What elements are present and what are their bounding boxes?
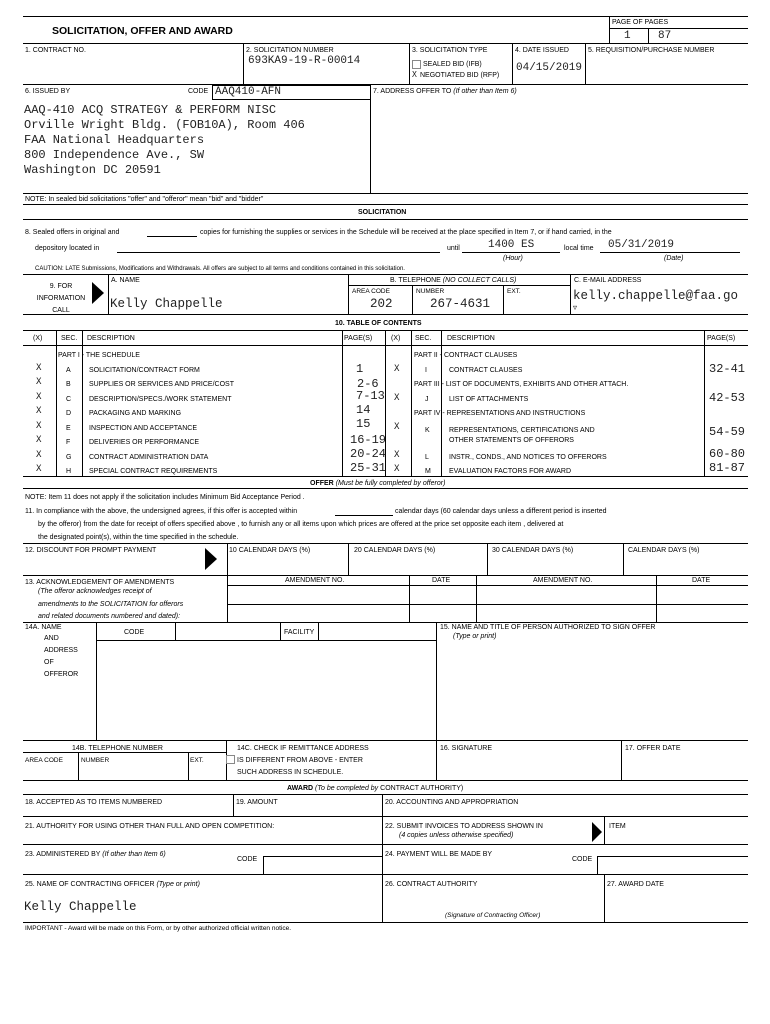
- toc-check-j[interactable]: X: [394, 393, 400, 403]
- date-issued-label: 4. DATE ISSUED: [515, 47, 569, 54]
- email-address[interactable]: kelly.chappelle@faa.go: [573, 289, 739, 303]
- contract-no-label: 1. CONTRACT NO.: [25, 47, 86, 54]
- toc-desc-e: INSPECTION AND ACCEPTANCE: [89, 425, 198, 432]
- toc-check-a[interactable]: X: [36, 363, 42, 373]
- toc-part-3: PART III - LIST OF DOCUMENTS, EXHIBITS AND OTHER ATTACH.: [414, 381, 629, 388]
- ack-note-3: and related documents numbered and dated):: [38, 613, 181, 620]
- toc-desc-l: INSTR., CONDS., AND NOTICES TO OFFERORS: [449, 454, 607, 461]
- negotiated-bid-label: NEGOTIATED BID (RFP): [420, 72, 500, 79]
- toc-sec-a: A: [66, 367, 71, 374]
- depository-field[interactable]: [117, 252, 440, 253]
- offer-heading: OFFER (Must be fully completed by offeror): [310, 480, 446, 487]
- toc-check-m[interactable]: X: [394, 464, 400, 474]
- acceptance-days-field[interactable]: [335, 515, 393, 516]
- item11-note: NOTE: Item 11 does not apply if the solicitation includes Minimum Bid Acceptance Period .: [25, 494, 305, 501]
- item11-text-b: calendar days (60 calendar days unless a different period is inserted: [395, 508, 607, 515]
- toc-col-desc-left: DESCRIPTION: [87, 335, 135, 342]
- offer-to-label: 7. ADDRESS OFFER TO (If other than Item 6): [373, 88, 517, 95]
- sealed-bid-note: NOTE: In sealed bid solicitations "offer" and "offeror" mean "bid" and "bidder": [25, 196, 264, 203]
- important-note: IMPORTANT - Award will be made on this Form, or by other authorized official written notice.: [25, 925, 292, 932]
- toc-pages-f: 16-19: [350, 433, 387, 447]
- pointer-arrow-icon: [92, 282, 104, 304]
- toc-pages-d: 14: [356, 403, 371, 417]
- address-line-5: Washington DC 20591: [24, 163, 161, 177]
- toc-pages-h: 25-31: [350, 461, 387, 475]
- toc-desc-k: REPRESENTATIONS, CERTIFICATIONS AND: [449, 427, 595, 434]
- email-label: C. E-MAIL ADDRESS: [574, 277, 642, 284]
- local-time-underline: [600, 252, 740, 253]
- toc-col-pages-right: PAGE(S): [707, 335, 736, 342]
- date-issued[interactable]: 04/15/2019: [516, 62, 583, 74]
- contracting-officer-name[interactable]: Kelly Chappelle: [24, 900, 137, 914]
- page-number: 1: [624, 30, 631, 42]
- toc-col-desc-right: DESCRIPTION: [447, 335, 495, 342]
- toc-sec-c: C: [66, 396, 72, 403]
- for-information-label: 9. FOR INFORMATION CALL: [36, 283, 86, 314]
- toc-sec-j: J: [425, 396, 429, 403]
- item21-label: 21. AUTHORITY FOR USING OTHER THAN FULL AND OPEN COMPETITION:: [25, 823, 275, 830]
- item14c-label-1: 14C. CHECK IF REMITTANCE ADDRESS: [237, 745, 369, 752]
- discount-30-days[interactable]: 30 CALENDAR DAYS (%): [492, 547, 574, 554]
- item23-label: 23. ADMINISTERED BY (If other than Item 6): [25, 851, 166, 858]
- solicitation-number[interactable]: 693KA9-19-R-00014: [248, 55, 361, 67]
- until-label: until: [447, 245, 460, 252]
- item8-text-b: copies for furnishing the supplies or services in the Schedule will be received at the place specified in Item 7, or if hand carried, in the: [200, 229, 612, 236]
- ext-label: EXT.: [507, 288, 521, 295]
- hour-caption: (Hour): [503, 255, 523, 262]
- ack-note-1: (The offeror acknowledges receipt of: [38, 588, 152, 595]
- amendment-date-col-1: DATE: [432, 577, 451, 584]
- toc-sec-h: H: [66, 468, 72, 475]
- contact-name[interactable]: Kelly Chappelle: [110, 297, 223, 311]
- toc-part-4: PART IV - REPRESENTATIONS AND INSTRUCTIONS: [414, 410, 586, 417]
- toc-check-f[interactable]: X: [36, 435, 42, 445]
- sealed-bid-label: SEALED BID (IFB): [423, 61, 482, 68]
- toc-desc-j: LIST OF ATTACHMENTS: [449, 396, 529, 403]
- date-caption: (Date): [664, 255, 684, 262]
- toc-pages-i: 32-41: [709, 362, 746, 376]
- caution-text: CAUTION: LATE Submissions, Modifications and Withdrawals. All offers are subject to all terms and conditions contained in this solicitation.: [35, 266, 405, 272]
- item15-label: 15. NAME AND TITLE OF PERSON AUTHORIZED TO SIGN OFFER: [440, 624, 656, 631]
- toc-check-k[interactable]: X: [394, 422, 400, 432]
- item22-note: (4 copies unless otherwise specified): [399, 832, 514, 839]
- facility-label: FACILITY: [284, 629, 315, 636]
- page-of-pages-label: PAGE OF PAGES: [612, 19, 669, 26]
- item14b-area-code: AREA CODE: [25, 757, 63, 764]
- toc-check-l[interactable]: X: [394, 450, 400, 460]
- negotiated-bid-checkbox[interactable]: X: [412, 70, 417, 79]
- award-heading: AWARD (To be completed by CONTRACT AUTHORITY): [287, 785, 464, 792]
- toc-desc-g: CONTRACT ADMINISTRATION DATA: [89, 454, 209, 461]
- toc-pages-c: 7-13: [356, 389, 385, 403]
- toc-sec-g: G: [66, 454, 72, 461]
- solicitation-number-label: 2. SOLICITATION NUMBER: [246, 47, 334, 54]
- item22-item-label: ITEM: [609, 823, 626, 830]
- item22-label: 22. SUBMIT INVOICES TO ADDRESS SHOWN IN: [385, 823, 543, 830]
- toc-desc-m: EVALUATION FACTORS FOR AWARD: [449, 468, 571, 475]
- toc-sec-k: K: [425, 427, 430, 434]
- solicitation-type-label: 3. SOLICITATION TYPE: [412, 47, 488, 54]
- offeror-name-label-3: ADDRESS: [44, 647, 78, 654]
- toc-heading: 10. TABLE OF CONTENTS: [335, 320, 422, 327]
- offeror-name-label-4: OF: [44, 659, 54, 666]
- address-line-2: Orville Wright Bldg. (FOB10A), Room 406: [24, 118, 305, 132]
- toc-check-b[interactable]: X: [36, 377, 42, 387]
- issued-by-label: 6. ISSUED BY: [25, 88, 71, 95]
- offeror-code-label: CODE: [124, 629, 145, 636]
- local-time-label: local time: [564, 245, 594, 252]
- sealed-bid-checkbox[interactable]: [412, 60, 421, 69]
- requisition-label: 5. REQUISITION/PURCHASE NUMBER: [588, 47, 715, 54]
- amendment-date-col-2: DATE: [692, 577, 711, 584]
- ack-label: 13. ACKNOWLEDGEMENT OF AMENDMENTS: [25, 579, 175, 586]
- toc-sec-i: I: [425, 367, 427, 374]
- toc-sec-e: E: [66, 425, 71, 432]
- phone-number[interactable]: 267-4631: [430, 297, 491, 311]
- discount-arrow-icon: [205, 548, 217, 570]
- item24-label: 24. PAYMENT WILL BE MADE BY: [385, 851, 493, 858]
- remittance-checkbox[interactable]: [226, 755, 235, 764]
- discount-10-days[interactable]: 10 CALENDAR DAYS (%): [229, 547, 311, 554]
- toc-sec-d: D: [66, 410, 72, 417]
- toc-check-h[interactable]: X: [36, 464, 42, 474]
- toc-col-sec-left: SEC.: [61, 335, 78, 342]
- toc-col-sec-right: SEC.: [415, 335, 432, 342]
- toc-pages-j: 42-53: [709, 391, 746, 405]
- offeror-address-field[interactable]: [98, 642, 434, 738]
- toc-col-pages-left: PAGE(S): [344, 335, 373, 342]
- address-line-1: AAQ-410 ACQ STRATEGY & PERFORM NISC: [24, 103, 277, 117]
- toc-col-x-left: (X): [33, 335, 43, 342]
- total-pages: 87: [658, 30, 672, 42]
- discount-label: 12. DISCOUNT FOR PROMPT PAYMENT: [25, 547, 157, 554]
- ack-note-2: amendments to the SOLICITATION for offerors: [38, 601, 184, 608]
- area-code-label: AREA CODE: [352, 288, 390, 295]
- toc-desc-a: SOLICITATION/CONTRACT FORM: [89, 367, 200, 374]
- item24-code-label: CODE: [572, 856, 593, 863]
- item14b-ext: EXT.: [190, 757, 204, 764]
- toc-sec-b: B: [66, 381, 71, 388]
- issued-code[interactable]: AAQ410-AFN: [215, 86, 282, 98]
- toc-part-2: PART II - CONTRACT CLAUSES: [414, 352, 518, 359]
- toc-pages-g: 20-24: [350, 447, 387, 461]
- item23-code-label: CODE: [237, 856, 258, 863]
- item20-label: 20. ACCOUNTING AND APPROPRIATION: [385, 799, 519, 806]
- toc-pages-e: 15: [356, 417, 371, 431]
- toc-check-d[interactable]: X: [36, 406, 42, 416]
- receipt-date[interactable]: 05/31/2019: [608, 239, 675, 251]
- toc-desc-k-2: OTHER STATEMENTS OF OFFERORS: [449, 437, 574, 444]
- signature-caption: (Signature of Contracting Officer): [445, 912, 541, 919]
- item17-offer-date: 17. OFFER DATE: [625, 745, 681, 752]
- email-dropdown-icon[interactable]: ▿: [573, 303, 578, 312]
- item26-label: 26. CONTRACT AUTHORITY: [385, 881, 478, 888]
- toc-check-c[interactable]: X: [36, 392, 42, 402]
- item11-text-a: 11. In compliance with the above, the undersigned agrees, if this offer is accepted within: [25, 508, 298, 515]
- item25-label: 25. NAME OF CONTRACTING OFFICER (Type or print): [25, 881, 200, 888]
- item15-note: (Type or print): [453, 633, 497, 640]
- toc-part-1: PART I - THE SCHEDULE: [58, 352, 140, 359]
- contact-name-label: A. NAME: [111, 277, 140, 284]
- form-title: SOLICITATION, OFFER AND AWARD: [52, 25, 233, 37]
- toc-check-e[interactable]: X: [36, 421, 42, 431]
- item14c-label-2: IS DIFFERENT FROM ABOVE - ENTER: [237, 757, 363, 764]
- item8-text-a: 8. Sealed offers in original and: [25, 229, 120, 236]
- toc-desc-i: CONTRACT CLAUSES: [449, 367, 523, 374]
- depository-label: depository located in: [35, 245, 100, 252]
- item14c-label-3: SUCH ADDRESS IN SCHEDULE.: [237, 769, 344, 776]
- item19-label: 19. AMOUNT: [236, 799, 278, 806]
- area-code[interactable]: 202: [370, 297, 393, 311]
- item11-text-c: by the offeror) from the date for receipt of offers specified above , to furnish any or all items upon which prices are offered at the price set opposite each item , delivered at: [38, 521, 564, 528]
- copies-field[interactable]: [147, 236, 197, 237]
- amendment-no-col-1: AMENDMENT NO.: [285, 577, 345, 584]
- discount-calendar-days[interactable]: CALENDAR DAYS (%): [628, 547, 700, 554]
- toc-pages-m: 81-87: [709, 461, 746, 475]
- toc-check-g[interactable]: X: [36, 450, 42, 460]
- toc-desc-h: SPECIAL CONTRACT REQUIREMENTS: [89, 468, 218, 475]
- toc-pages-k: 54-59: [709, 425, 746, 439]
- telephone-label: B. TELEPHONE (NO COLLECT CALLS): [390, 277, 517, 284]
- toc-desc-b: SUPPLIES OR SERVICES AND PRICE/COST: [89, 381, 234, 388]
- amendment-no-col-2: AMENDMENT NO.: [533, 577, 593, 584]
- item14b-number: NUMBER: [81, 757, 110, 764]
- toc-sec-f: F: [66, 439, 71, 446]
- item11-text-d: the designated point(s), within the time specified in the schedule.: [38, 534, 239, 541]
- invoice-arrow-icon: [592, 822, 602, 842]
- toc-sec-l: L: [425, 454, 429, 461]
- number-label: NUMBER: [416, 288, 445, 295]
- item18-label: 18. ACCEPTED AS TO ITEMS NUMBERED: [25, 799, 163, 806]
- toc-col-x-right: (X): [391, 335, 401, 342]
- item14b-label: 14B. TELEPHONE NUMBER: [72, 745, 163, 752]
- address-line-4: 800 Independence Ave., SW: [24, 148, 205, 162]
- toc-desc-d: PACKAGING AND MARKING: [89, 410, 182, 417]
- toc-sec-m: M: [425, 468, 431, 475]
- offeror-name-label-1: 14A. NAME: [25, 624, 62, 631]
- offeror-name-label-5: OFFEROR: [44, 671, 79, 678]
- issued-code-label: CODE: [188, 88, 209, 95]
- offeror-name-label-2: AND: [44, 635, 59, 642]
- discount-20-days[interactable]: 20 CALENDAR DAYS (%): [354, 547, 436, 554]
- address-line-3: FAA National Headquarters: [24, 133, 205, 147]
- item16-signature: 16. SIGNATURE: [440, 745, 492, 752]
- until-underline: [462, 252, 560, 253]
- until-hour[interactable]: 1400 ES: [488, 239, 535, 251]
- toc-check-i[interactable]: X: [394, 364, 400, 374]
- solicitation-heading: SOLICITATION: [358, 209, 407, 216]
- toc-pages-b: 2-6: [357, 377, 379, 391]
- toc-desc-f: DELIVERIES OR PERFORMANCE: [89, 439, 200, 446]
- toc-desc-c: DESCRIPTION/SPECS./WORK STATEMENT: [89, 396, 232, 403]
- toc-pages-a: 1: [356, 362, 364, 376]
- item27-label: 27. AWARD DATE: [607, 881, 664, 888]
- toc-pages-l: 60-80: [709, 447, 746, 461]
